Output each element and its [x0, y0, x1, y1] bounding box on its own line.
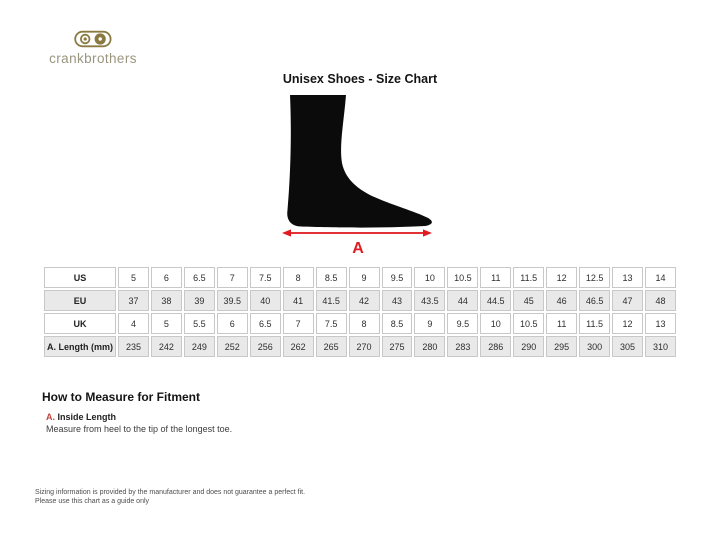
size-cell: 6.5: [250, 313, 281, 334]
foot-silhouette-icon: [287, 95, 432, 228]
size-cell: 12: [612, 313, 643, 334]
size-cell: 10: [480, 313, 511, 334]
size-cell: 4: [118, 313, 149, 334]
size-cell: 46.5: [579, 290, 610, 311]
size-cell: 44.5: [480, 290, 511, 311]
size-cell: 8: [283, 267, 314, 288]
size-cell: 7.5: [250, 267, 281, 288]
size-row-label: A. Length (mm): [44, 336, 116, 357]
size-chart-table: [42, 265, 678, 359]
size-cell: 270: [349, 336, 380, 357]
size-cell: 6: [217, 313, 248, 334]
size-cell: 10: [414, 267, 445, 288]
size-row-eu: [44, 290, 676, 311]
size-cell: 39.5: [217, 290, 248, 311]
size-cell: 8: [349, 313, 380, 334]
measurement-label-a: A: [352, 240, 364, 257]
size-cell: 11: [546, 313, 577, 334]
measure-item-title: [46, 412, 116, 422]
size-cell: 6.5: [184, 267, 215, 288]
size-cell: 5: [118, 267, 149, 288]
size-cell: 13: [612, 267, 643, 288]
size-row-uk: [44, 313, 676, 334]
size-cell: 43: [382, 290, 413, 311]
measure-item-name: Inside Length: [55, 412, 117, 422]
measure-section-heading: How to Measure for Fitment: [42, 390, 201, 404]
size-cell: 9: [414, 313, 445, 334]
size-cell: 12: [546, 267, 577, 288]
size-row-label: US: [44, 267, 116, 288]
size-cell: 286: [480, 336, 511, 357]
size-cell: 7: [217, 267, 248, 288]
footer-line-2: Please use this chart as a guide only: [35, 498, 150, 506]
size-cell: 290: [513, 336, 544, 357]
size-cell: 43.5: [414, 290, 445, 311]
size-cell: 10.5: [513, 313, 544, 334]
size-cell: 14: [645, 267, 676, 288]
size-chart-table-container: [42, 265, 678, 359]
size-cell: 6: [151, 267, 182, 288]
double-headed-measurement-arrow-icon: [282, 229, 432, 236]
size-cell: 9.5: [447, 313, 478, 334]
page-title: Unisex Shoes - Size Chart: [282, 72, 438, 86]
size-cell: 7: [283, 313, 314, 334]
size-cell: 47: [612, 290, 643, 311]
size-cell: 39: [184, 290, 215, 311]
size-cell: 11.5: [513, 267, 544, 288]
size-cell: 280: [414, 336, 445, 357]
size-cell: 40: [250, 290, 281, 311]
size-row-a-length-mm: [44, 336, 676, 357]
size-cell: 310: [645, 336, 676, 357]
size-cell: 300: [579, 336, 610, 357]
size-cell: 38: [151, 290, 182, 311]
size-row-label: UK: [44, 313, 116, 334]
size-cell: 37: [118, 290, 149, 311]
size-cell: 41.5: [316, 290, 347, 311]
size-cell: 45: [513, 290, 544, 311]
size-cell: 5: [151, 313, 182, 334]
size-cell: 42: [349, 290, 380, 311]
size-row-label: EU: [44, 290, 116, 311]
brand-logo: [38, 30, 148, 66]
size-cell: 9.5: [382, 267, 413, 288]
crankbrothers-crank-icon: [74, 30, 112, 48]
size-cell: 283: [447, 336, 478, 357]
size-cell: 11.5: [579, 313, 610, 334]
size-cell: 305: [612, 336, 643, 357]
size-cell: 11: [480, 267, 511, 288]
size-cell: 41: [283, 290, 314, 311]
size-cell: 9: [349, 267, 380, 288]
size-cell: 275: [382, 336, 413, 357]
size-cell: 249: [184, 336, 215, 357]
size-cell: 13: [645, 313, 676, 334]
size-cell: 262: [283, 336, 314, 357]
size-cell: 8.5: [382, 313, 413, 334]
size-row-us: [44, 267, 676, 288]
measure-item-letter: A.: [46, 412, 55, 422]
footer-line-1: Sizing information is provided by the manufacturer and does not guarantee a perfect fit.: [35, 489, 306, 496]
size-cell: 295: [546, 336, 577, 357]
brand-wordmark: crankbrothers: [49, 51, 137, 66]
size-cell: 235: [118, 336, 149, 357]
size-cell: 252: [217, 336, 248, 357]
size-cell: 12.5: [579, 267, 610, 288]
size-cell: 44: [447, 290, 478, 311]
size-cell: 256: [250, 336, 281, 357]
size-cell: 10.5: [447, 267, 478, 288]
size-cell: 8.5: [316, 267, 347, 288]
footer-disclaimer: [35, 488, 305, 506]
size-cell: 265: [316, 336, 347, 357]
size-cell: 48: [645, 290, 676, 311]
size-cell: 242: [151, 336, 182, 357]
size-cell: 5.5: [184, 313, 215, 334]
size-cell: 7.5: [316, 313, 347, 334]
foot-measurement-diagram: [274, 91, 458, 263]
measure-item-description: Measure from heel to the tip of the longest toe.: [46, 424, 233, 434]
size-cell: 46: [546, 290, 577, 311]
